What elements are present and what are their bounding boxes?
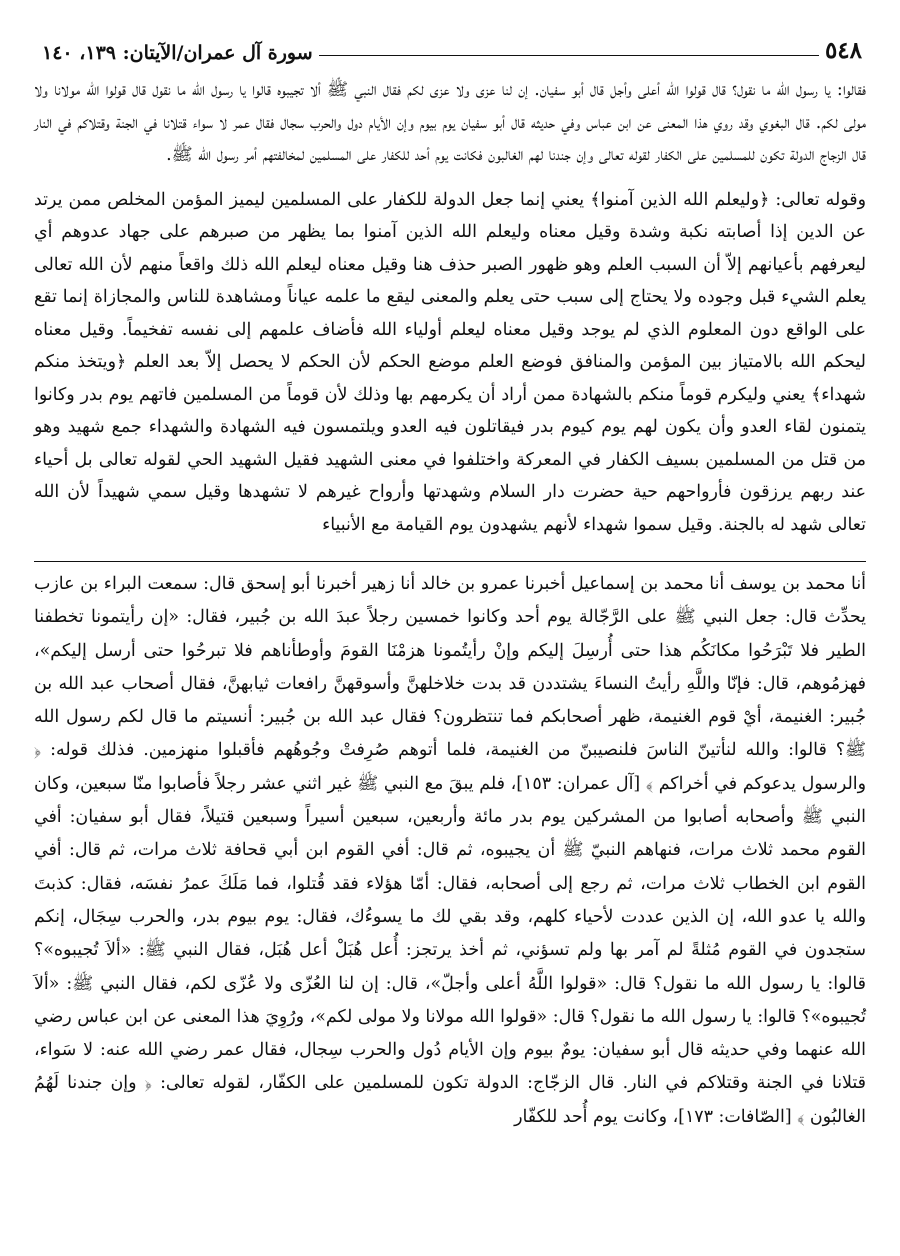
surah-title: سورة آل عمران/الآيتان: ١٣٩، ١٤٠	[42, 42, 313, 64]
commentary-paragraph-2: وقوله تعالى: ﴿وليعلم الله الذين آمنوا﴾ يعني إنما جعل الدولة للكفار على المسلمين ليميز المؤمن المخلص ممن يرتد عن الدين إذا أصابته نكبة وشدة وقيل معناه وليعلم الله الذين آمنوا بما يظهر من صبرهم على جهاد عدوهم أي ليعرفهم بأعيانهم إلاّ أن السبب العلم وهو ظهور الصبر حذف هنا وقيل معناه ليعلم الله ذلك واقعاً منهم لأن الله تعالى يعلم الشيء قبل وجوده ولا يحتاج إلى سبب حتى يعلم والمعنى ليقع ما علمه عياناً ومشاهدة للناس والمجازاة إنما تقع على الواقع دون المعلوم الذي لم يوجد وقيل معناه ليعلم أولياء الله فأضاف علمهم إلى نفسه تفخيماً. وقيل معناه ليحكم الله بالامتياز بين المؤمن والمنافق فوضع العلم موضع الحكم لأن الحكم لا يحصل إلاّ بعد العلم ﴿ويتخذ منكم شهداء﴾ يعني وليكرم قوماً منكم بالشهادة ممن أراد أن يكرمهم بها وذلك لأن قوماً من المسلمين فاتهم يوم بدر وكانوا يتمنون لقاء العدو وأن يكون لهم يوم كيوم بدر فيقاتلون فيه العدو ويلتمسون فيه الشهادة والشهداء جمع شهيد وهو من قتل من المسلمين بسيف الكفار في المعركة واختلفوا في معنى الشهيد فقيل الشهيد الحي لقوله تعالى بل أحياء عند ربهم يرزقون فأرواحهم حية حضرت دار السلام وشهدتها وأرواح غيرهم لا تشهدها وقيل سمي شهيداً لأن الله تعالى شهد له بالجنة. وقيل سموا شهداء لأنهم يشهدون يوم القيامة مع الأنبياء	[34, 189, 866, 535]
commentary-paragraph-1: فقالوا: يا رسول الله ما نقول؟ قال قولوا الله أعلى وأجل قال أبو سفيان. إن لنا عزى ولا عزى لكم فقال النبي ﷺ ألا تجيبوه قالوا يا رسول الله ما نقول قال قولوا الله مولانا ولا مولى لكم. قال البغوي وقد روي هذا المعنى عن ابن عباس وفي حديثه قال أبو سفيان يوم بيوم وإن الأيام دول والحرب سجال فقال عمر لا سواء قتلانا في الجنة وقتلاكم في النار قال الزجاج الدولة تكون للمسلمين على الكفار لقوله تعالى وإن جندنا لهم الغالبون فكانت يوم أحد للكفار على المسلمين لمخالفتهم أمر رسول الله ﷺ.	[34, 80, 866, 165]
header-rule	[319, 55, 819, 56]
commentary-body	[34, 74, 866, 541]
page-number: ٥٤٨	[824, 37, 862, 64]
footnote-divider	[34, 561, 866, 562]
page-header	[34, 30, 866, 64]
footnote-section	[34, 568, 866, 1134]
footnote-text: أنا محمد بن يوسف أنا محمد بن إسماعيل أخبرنا عمرو بن خالد أنا زهير أخبرنا أبو إسحق قال: سمعت البراء بن عازب يحدِّث قال: جعل النبي ﷺ على الرَّجّالة يوم أحد وكانوا خمسين رجلاً عبدَ الله بن جُبير، فقال: «إن رأيتمونا تخطفنا الطير فلا تَبْرَحُوا مكانَكُم هذا حتى أُرسِلَ إليكم وإنْ رأيتُمونا هزمْنَا القومَ وأوطأناهم فلا تبرحُوا حتى أرسل إليكم»، فهزمُوهم، قال: فإنّا واللَّهِ رأيتُ النساءَ يشتددن قد بدت خلاخلهنَّ وأسوقهنَّ رافعات ثيابهنَّ، فقال أصحاب عبد الله بن جُبير: الغنيمة، أيْ قوم الغنيمة، ظهر أصحابكم فما تنتظرون؟ فقال عبد الله بن جُبير: أنسيتم ما قال لكم رسول الله ﷺ؟ قالوا: والله لنأتينّ الناسَ فلنصيبنّ من الغنيمة، فلما أتوهم صُرِفتْ وجُوهُهم فأقبلوا منهزمين. فذلك قوله: ﴿ والرسول يدعوكم في أخراكم ﴾ [آل عمران: ١٥٣]، فلم يبقَ مع النبي ﷺ غير اثني عشر رجلاً فأصابوا منّا سبعين، وكان النبي ﷺ وأصحابه أصابوا من المشركين يوم بدر مائة وأربعين، سبعين أسيراً وسبعين قتيلاً، فقال أبو سفيان: أفي القوم محمد ثلاث مرات، فنهاهم النبيّ ﷺ أن يجيبوه، ثم قال: أفي القوم ابن أبي قحافة ثلاث مرات، ثم قال: أفي القوم ابن الخطاب ثلاث مرات، ثم رجع إلى أصحابه، فقال: أمّا هؤلاء فقد قُتلوا، فما مَلَكَ عمرُ نفسَه، فقال: كذبتَ والله يا عدو الله، إن الذين عددت لأحياء كلهم، وقد بقي لك ما يسوءُك، فقال: يوم بيوم بدر، والحرب سِجَال، إنكم ستجدون في القوم مُثلةً لم آمر بها ولم تسؤني، ثم أخذ يرتجز: أُعل هُبَلْ أعل هُبَل، فقال النبي ﷺ: «ألاَ تُجيبوه»؟ قالوا: يا رسول الله ما نقول؟ قال: «قولوا اللَّهُ أعلى وأجلّ»، قال: إن لنا العُزّى ولا عُزّى لكم، فقال النبي ﷺ: «ألاَ تُجيبوه»؟ قالوا: يا رسول الله ما نقول؟ قال: «قولوا الله مولانا ولا مولى لكم»، ورُوِيَ هذا المعنى عن ابن عباس رضي الله عنهما وفي حديثه قال أبو سفيان: يومٌ بيوم وإن الأيام دُول والحرب سِجال، فقال عمر رضي الله عنه: لا سَواء، قتلانا في الجنة وقتلاكم في النار. قال الزجّاج: الدولة تكون للمسلمين على الكفّار، لقوله تعالى: ﴿ وإن جندنا لَهُمُ الغالبُون ﴾ [الصّافات: ١٧٣]، وكانت يوم أُحد للكفّار	[34, 574, 866, 1127]
